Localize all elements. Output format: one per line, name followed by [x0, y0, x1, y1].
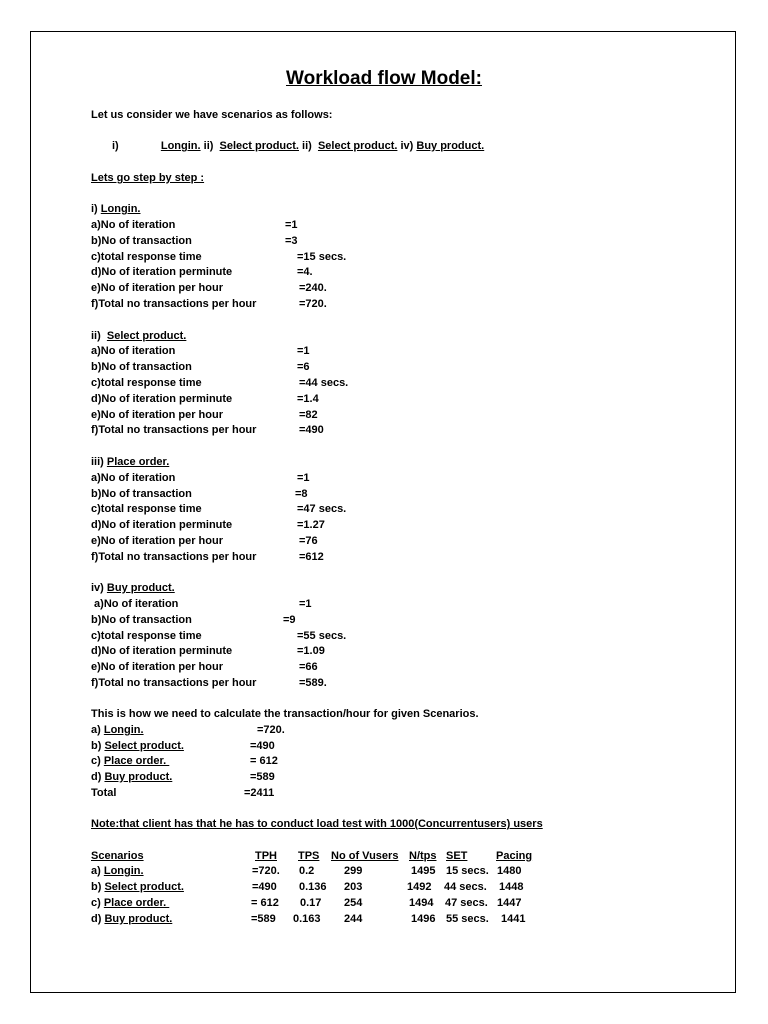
- metric-label: a)No of iteration: [91, 472, 176, 484]
- table-cell-set: 55 secs.: [446, 913, 489, 925]
- section-heading: [91, 456, 169, 469]
- table-cell-tph: = 612: [251, 897, 279, 909]
- metric-label: a)No of iteration: [91, 598, 179, 610]
- table-header-scenarios: Scenarios: [91, 850, 144, 862]
- row-name: Longin.: [103, 865, 144, 877]
- metric-label: e)No of iteration per hour: [91, 535, 223, 547]
- intro-text: Let us consider we have scenarios as follows:: [91, 109, 333, 121]
- metric-label: e)No of iteration per hour: [91, 409, 223, 421]
- note-text: Note:that client has that he has to conduct load test with 1000(Concurrentusers) users: [91, 818, 543, 830]
- summary-row: [91, 724, 144, 737]
- table-header-set: SET: [446, 850, 468, 862]
- summary-prefix: d): [91, 771, 105, 783]
- summary-row: [91, 755, 169, 768]
- summary-row: [91, 771, 172, 784]
- metric-value: =1.4: [297, 393, 319, 405]
- metric-value: =9: [283, 614, 296, 626]
- row-prefix: b): [91, 881, 105, 893]
- table-cell-tph: =589: [251, 913, 276, 925]
- table-cell-tps: 0.136: [299, 881, 327, 893]
- section-number: iv): [91, 582, 107, 594]
- summary-name: Buy product.: [104, 771, 173, 783]
- metric-value: =1: [297, 345, 310, 357]
- table-header-vusers: No of Vusers: [331, 850, 399, 862]
- metric-value: =240.: [299, 282, 327, 294]
- metric-label: a)No of iteration: [91, 219, 176, 231]
- table-row-scenario: [91, 865, 144, 878]
- metric-label: f)Total no transactions per hour: [91, 424, 257, 436]
- scenario-line: [112, 140, 484, 153]
- summary-value: =490: [250, 740, 275, 752]
- metric-label: a)No of iteration: [91, 345, 176, 357]
- summary-row: [91, 740, 184, 753]
- metric-label: e)No of iteration per hour: [91, 282, 223, 294]
- metric-value: =1.27: [297, 519, 325, 531]
- row-prefix: c): [91, 897, 104, 909]
- table-cell-vusers: 244: [344, 913, 363, 925]
- metric-value: =612: [299, 551, 324, 563]
- steps-heading: Lets go step by step :: [91, 172, 205, 184]
- table-cell-pacing: 1441: [501, 913, 526, 925]
- metric-value: =720.: [299, 298, 327, 310]
- table-cell-ntps: 1494: [409, 897, 434, 909]
- metric-label: f)Total no transactions per hour: [91, 551, 257, 563]
- metric-label: b)No of transaction: [91, 361, 192, 373]
- summary-value: =720.: [257, 724, 285, 736]
- metric-value: =1: [299, 598, 312, 610]
- calc-intro: This is how we need to calculate the transaction/hour for given Scenarios.: [91, 708, 479, 720]
- row-prefix: a): [91, 865, 104, 877]
- section-heading: [91, 582, 175, 595]
- summary-prefix: a): [91, 724, 104, 736]
- section-name: Buy product.: [106, 582, 175, 594]
- document-page: [30, 31, 736, 993]
- table-cell-pacing: 1447: [497, 897, 522, 909]
- section-name: Place order.: [106, 456, 170, 468]
- metric-label: d)No of iteration perminute: [91, 645, 233, 657]
- summary-prefix: b): [91, 740, 105, 752]
- table-cell-ntps: 1496: [411, 913, 436, 925]
- metric-label: e)No of iteration per hour: [91, 661, 223, 673]
- scenario-select-product-2: Select product.: [317, 140, 398, 152]
- metric-value: =66: [299, 661, 318, 673]
- metric-value: =6: [297, 361, 310, 373]
- scenario-sep: ii): [200, 140, 220, 152]
- section-number: iii): [91, 456, 107, 468]
- metric-value: =76: [299, 535, 318, 547]
- section-number: ii): [91, 330, 107, 342]
- scenario-buy-product: Buy product.: [416, 140, 485, 152]
- scenario-select-product: Select product.: [219, 140, 299, 152]
- row-name: Buy product.: [104, 913, 173, 925]
- table-cell-vusers: 299: [344, 865, 363, 877]
- metric-value: =47 secs.: [297, 503, 347, 515]
- scenario-num: i): [112, 140, 119, 152]
- section-name: Longin.: [100, 203, 141, 215]
- table-header-ntps: N/tps: [409, 850, 437, 862]
- table-cell-tps: 0.2: [299, 865, 315, 877]
- metric-label: c)total response time: [91, 377, 202, 389]
- summary-value: = 612: [250, 755, 278, 767]
- metric-label: d)No of iteration perminute: [91, 266, 233, 278]
- metric-label: c)total response time: [91, 630, 202, 642]
- metric-value: =1: [285, 219, 298, 231]
- summary-name: Longin.: [103, 724, 144, 736]
- metric-label: b)No of transaction: [91, 488, 192, 500]
- row-name: Select product.: [104, 881, 184, 893]
- metric-label: b)No of transaction: [91, 235, 192, 247]
- table-cell-tps: 0.163: [293, 913, 321, 925]
- metric-value: =44 secs.: [299, 377, 349, 389]
- table-cell-tph: =490: [252, 881, 277, 893]
- summary-name: Place order.: [103, 755, 170, 767]
- section-number: i): [91, 203, 101, 215]
- summary-total-value: =2411: [244, 787, 275, 799]
- table-header-pacing: Pacing: [496, 850, 533, 862]
- metric-value: =15 secs.: [297, 251, 347, 263]
- metric-value: =82: [299, 409, 318, 421]
- metric-value: =1: [297, 472, 310, 484]
- metric-label: f)Total no transactions per hour: [91, 298, 257, 310]
- metric-label: d)No of iteration perminute: [91, 393, 233, 405]
- metric-value: =490: [299, 424, 324, 436]
- scenario-sep: ii): [299, 140, 318, 152]
- table-header-tph: TPH: [255, 850, 277, 862]
- metric-value: =1.09: [297, 645, 325, 657]
- metric-value: =55 secs.: [297, 630, 347, 642]
- scenario-sep: iv): [397, 140, 417, 152]
- metric-label: b)No of transaction: [91, 614, 192, 626]
- metric-value: =8: [295, 488, 308, 500]
- summary-value: =589: [250, 771, 275, 783]
- summary-name: Select product.: [104, 740, 184, 752]
- table-header-tps: TPS: [298, 850, 320, 862]
- table-cell-pacing: 1448: [499, 881, 524, 893]
- table-row-scenario: [91, 897, 169, 910]
- table-cell-set: 44 secs.: [444, 881, 487, 893]
- section-heading: [91, 203, 141, 216]
- metric-label: c)total response time: [91, 503, 202, 515]
- table-cell-vusers: 254: [344, 897, 363, 909]
- summary-total-label: Total: [91, 787, 117, 799]
- metric-label: d)No of iteration perminute: [91, 519, 233, 531]
- row-prefix: d): [91, 913, 105, 925]
- section-name: Select product.: [106, 330, 187, 342]
- table-row-scenario: [91, 881, 184, 894]
- table-cell-tph: =720.: [252, 865, 280, 877]
- table-cell-ntps: 1495: [411, 865, 436, 877]
- table-cell-set: 47 secs.: [445, 897, 488, 909]
- table-cell-pacing: 1480: [497, 865, 522, 877]
- metric-label: c)total response time: [91, 251, 202, 263]
- scenario-longin: Longin.: [160, 140, 201, 152]
- metric-value: =589.: [299, 677, 327, 689]
- table-cell-set: 15 secs.: [446, 865, 489, 877]
- metric-value: =4.: [297, 266, 313, 278]
- metric-value: =3: [285, 235, 298, 247]
- table-row-scenario: [91, 913, 172, 926]
- table-cell-ntps: 1492: [407, 881, 432, 893]
- summary-prefix: c): [91, 755, 104, 767]
- row-name: Place order.: [103, 897, 170, 909]
- table-cell-vusers: 203: [344, 881, 363, 893]
- section-heading: [91, 330, 186, 343]
- metric-label: f)Total no transactions per hour: [91, 677, 257, 689]
- page-title: Workload flow Model:: [286, 68, 482, 89]
- table-cell-tps: 0.17: [300, 897, 322, 909]
